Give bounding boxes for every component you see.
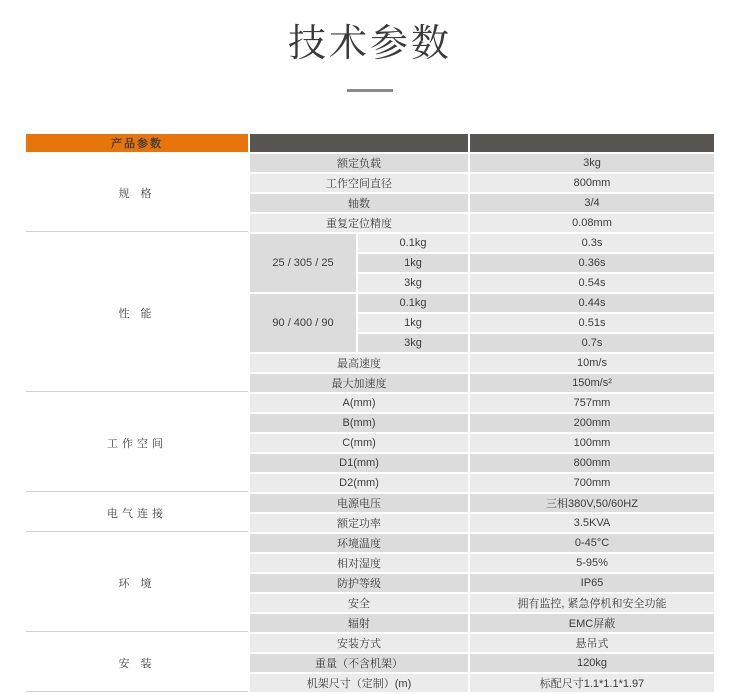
subgroup-label: 25 / 305 / 25 xyxy=(250,234,356,292)
item-label: 0.1kg xyxy=(358,234,468,252)
header-dark-left xyxy=(250,134,468,152)
item-label: 0.1kg xyxy=(358,294,468,312)
group-label-performance: 性 能 xyxy=(26,234,248,392)
item-value: 3kg xyxy=(470,154,714,172)
item-label: 安全 xyxy=(250,594,468,612)
item-label: 额定负载 xyxy=(250,154,468,172)
table-header-row xyxy=(26,134,714,152)
group-label-environment: 环 境 xyxy=(26,534,248,632)
group-label-electrical: 电气连接 xyxy=(26,494,248,532)
group-label-installation: 安 装 xyxy=(26,634,248,692)
item-label: 3kg xyxy=(358,334,468,352)
item-value: 0.08mm xyxy=(470,214,714,232)
table-row xyxy=(26,394,714,412)
table-row xyxy=(26,534,714,552)
item-label: 最大加速度 xyxy=(250,374,468,392)
subgroup-label: 90 / 400 / 90 xyxy=(250,294,356,352)
item-value: 0.44s xyxy=(470,294,714,312)
item-label: 辐射 xyxy=(250,614,468,632)
item-label: 安装方式 xyxy=(250,634,468,652)
item-label: 电源电压 xyxy=(250,494,468,512)
header-dark-right xyxy=(470,134,714,152)
item-value: 700mm xyxy=(470,474,714,492)
item-label: 相对湿度 xyxy=(250,554,468,572)
item-label: 机架尺寸（定制）(m) xyxy=(250,674,468,692)
item-label: 3kg xyxy=(358,274,468,292)
item-value: 0-45°C xyxy=(470,534,714,552)
item-value: 拥有监控, 紧急停机和安全功能 xyxy=(470,594,714,612)
item-value: 150m/s² xyxy=(470,374,714,392)
item-value: EMC屏蔽 xyxy=(470,614,714,632)
item-value: 0.36s xyxy=(470,254,714,272)
item-value: 3.5KVA xyxy=(470,514,714,532)
item-value: 800mm xyxy=(470,454,714,472)
group-label-workspace: 工作空间 xyxy=(26,394,248,492)
item-label: B(mm) xyxy=(250,414,468,432)
item-value: 120kg xyxy=(470,654,714,672)
item-value: 800mm xyxy=(470,174,714,192)
item-label: 防护等级 xyxy=(250,574,468,592)
item-value: 0.54s xyxy=(470,274,714,292)
specifications-table xyxy=(24,132,716,694)
item-label: 1kg xyxy=(358,254,468,272)
table-row xyxy=(26,154,714,172)
item-value: 三相380V,50/60HZ xyxy=(470,494,714,512)
item-label: 轴数 xyxy=(250,194,468,212)
item-value: 10m/s xyxy=(470,354,714,372)
item-value: 5-95% xyxy=(470,554,714,572)
item-value: 0.51s xyxy=(470,314,714,332)
item-label: 工作空间直径 xyxy=(250,174,468,192)
item-value: 0.7s xyxy=(470,334,714,352)
group-label-spec: 规 格 xyxy=(26,154,248,232)
item-value: 757mm xyxy=(470,394,714,412)
item-value: 0.3s xyxy=(470,234,714,252)
item-label: D1(mm) xyxy=(250,454,468,472)
item-value: 3/4 xyxy=(470,194,714,212)
title-divider xyxy=(347,89,393,92)
item-value: 标配尺寸1.1*1.1*1.97 xyxy=(470,674,714,692)
item-label: 额定功率 xyxy=(250,514,468,532)
table-row xyxy=(26,634,714,652)
item-label: C(mm) xyxy=(250,434,468,452)
item-label: 重复定位精度 xyxy=(250,214,468,232)
item-value: 100mm xyxy=(470,434,714,452)
item-label: A(mm) xyxy=(250,394,468,412)
page-title: 技术参数 xyxy=(287,23,452,65)
item-label: D2(mm) xyxy=(250,474,468,492)
table-row xyxy=(26,494,714,512)
item-value: 200mm xyxy=(470,414,714,432)
table-row xyxy=(26,234,714,252)
item-value: 悬吊式 xyxy=(470,634,714,652)
item-label: 环境温度 xyxy=(250,534,468,552)
item-label: 最高速度 xyxy=(250,354,468,372)
header-product-params: 产品参数 xyxy=(26,134,248,152)
table-body xyxy=(26,134,714,692)
item-label: 重量（不含机架） xyxy=(250,654,468,672)
item-value: IP65 xyxy=(470,574,714,592)
item-label: 1kg xyxy=(358,314,468,332)
